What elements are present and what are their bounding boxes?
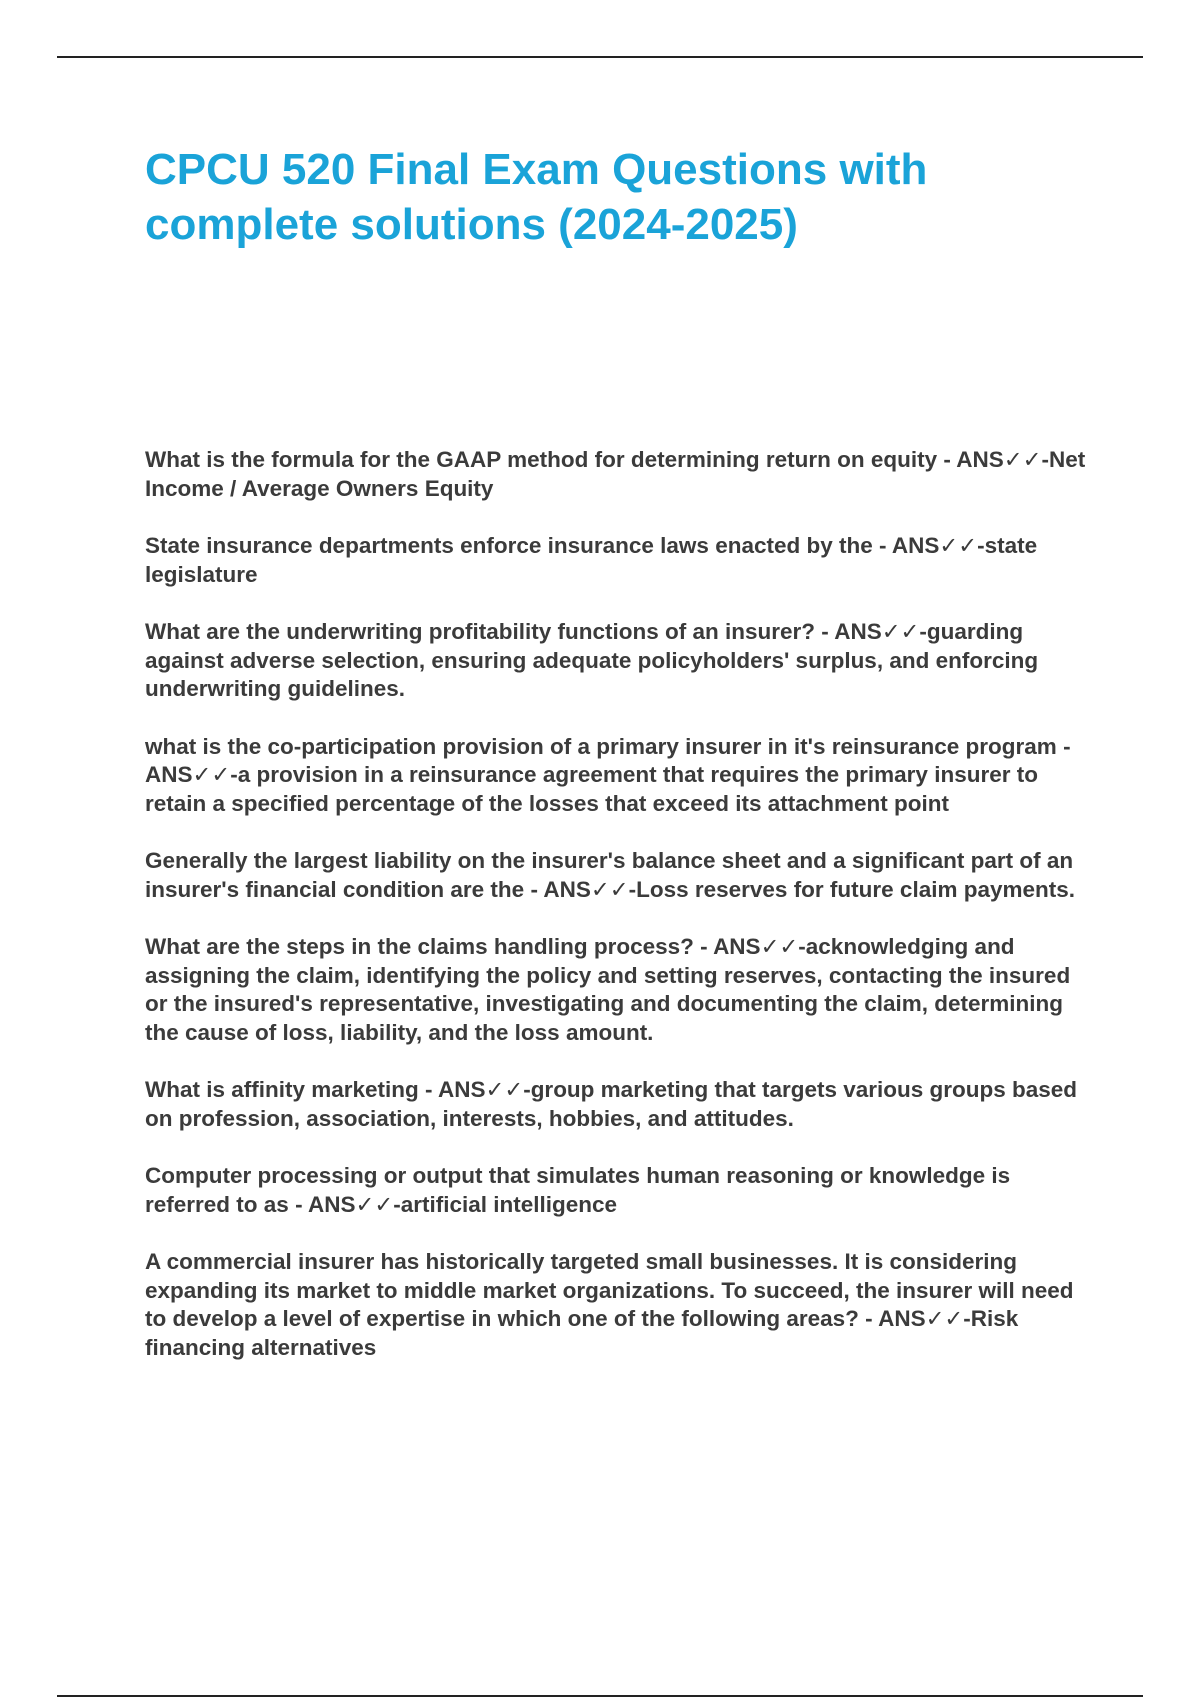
bottom-rule [57,1695,1143,1697]
qa-item: Computer processing or output that simulates human reasoning or knowledge is referred to as - ANS✓✓-artificial intelligence [145,1163,1011,1217]
question-text: what is the co-participation provision of a primary insurer in it's reinsurance program [145,733,1057,759]
answer-text: a provision in a reinsurance agreement that requires the primary insurer to retain a specified percentage of the losses that exceed its attachment point [145,762,1038,816]
answer-text: group marketing that targets various groups based on profession, association, interests, hobbies, and attitudes. [145,1077,1078,1131]
qa-item: What is affinity marketing - ANS✓✓-group marketing that targets various groups based on profession, association, interests, hobbies, and attitudes. [145,1077,1078,1131]
qa-list [145,446,1090,1391]
question-text: State insurance departments enforce insurance laws enacted by the [145,533,873,558]
answer-marker: ANS✓✓ [834,619,920,644]
answer-text: guarding against adverse selection, ensuring adequate policyholders' surplus, and enforcing underwriting guidelines. [145,619,1039,701]
answer-text: Loss reserves for future claim payments. [636,876,1076,902]
question-text: What is the formula for the GAAP method for determining return on equity [145,447,938,472]
answer-text: acknowledging and assigning the claim, identifying the policy and setting reserves, contacting the insured or the insured's representative, investigating and documenting the claim, determining the cause of loss, liability, and the loss amount. [145,934,1071,1045]
answer-marker: ANS✓✓ [878,1306,964,1331]
answer-marker: ANS✓✓ [437,1077,524,1102]
qa-item: State insurance departments enforce insurance laws enacted by the - ANS✓✓-state legislature [145,533,1038,587]
answer-marker: ANS✓✓ [543,876,629,902]
answer-text: artificial intelligence [400,1191,618,1217]
question-text: What are the underwriting profitability functions of an insurer? [145,619,816,644]
top-rule [57,56,1143,58]
question-text: Computer processing or output that simulates human reasoning or knowledge is referred to as [145,1163,1011,1217]
qa-item: What is the formula for the GAAP method for determining return on equity - ANS✓✓-Net Income / Average Owners Equity [145,447,1086,501]
document-title: CPCU 520 Final Exam Questions with complete solutions (2024-2025) [145,145,928,249]
answer-marker: ANS✓✓ [956,447,1042,472]
question-text: What are the steps in the claims handling process? [145,934,694,959]
qa-item: A commercial insurer has historically targeted small businesses. It is considering expanding its market to middle market organizations. To succeed, the insurer will need to develop a level of expertise in which one of the following areas? - ANS✓✓-Risk financing alternatives [145,1249,1074,1360]
answer-marker: ANS✓✓ [145,762,231,787]
qa-item: Generally the largest liability on the insurer's balance sheet and a significant part of an insurer's financial condition are the - ANS✓✓-Loss reserves for future claim payments. [145,848,1076,902]
answer-marker: ANS✓✓ [307,1191,394,1217]
qa-item: What are the steps in the claims handling process? - ANS✓✓-acknowledging and assigning the claim, identifying the policy and setting reserves, contacting the insured or the insured's representative, investigating and documenting the claim, determining the cause of loss, liability, and the loss amount. [145,934,1071,1045]
answer-text: Net Income / Average Owners Equity [145,447,1086,501]
question-text: What is affinity marketing [145,1077,419,1102]
qa-item: what is the co-participation provision of a primary insurer in it's reinsurance program - ANS✓✓-a provision in a reinsurance agreement that requires the primary insurer to retain a specified percentage of the losses that exceed its attachment point [145,733,1071,816]
answer-text: Risk financing alternatives [145,1306,1019,1360]
question-text: Generally the largest liability on the insurer's balance sheet and a significant part of an insurer's financial condition are the [145,848,1074,902]
answer-text: state legislature [145,533,1038,587]
answer-marker: ANS✓✓ [713,934,799,959]
qa-item: What are the underwriting profitability functions of an insurer? - ANS✓✓-guarding against adverse selection, ensuring adequate policyholders' surplus, and enforcing underwriting guidelines. [145,619,1039,701]
answer-marker: ANS✓✓ [891,533,978,558]
question-text: A commercial insurer has historically targeted small businesses. It is considering expanding its market to middle market organizations. To succeed, the insurer will need to develop a level of expertise in which one of the following areas? [145,1249,1074,1331]
